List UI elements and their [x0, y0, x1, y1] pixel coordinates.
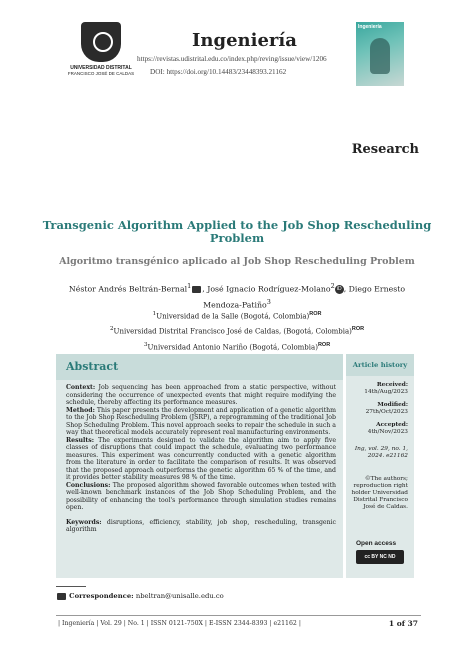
method-label: Method:: [66, 406, 95, 414]
keywords-label: Keywords:: [66, 518, 102, 526]
affiliations: $^1$Universidad de la Salle (Bogotá, Colombia)$^{ROR}$ $^2$Universidad Distrital Francisco José de Caldas, (Bogotá, Colombia)$^{ROR}$ $^3$Universidad Antonio Nariño (Bogotá, Colombia)$^{ROR}$: [109, 311, 365, 351]
results-label: Results:: [66, 436, 95, 444]
author-1: Néstor Andrés Beltrán-Bernal: [68, 284, 188, 294]
modified-label: Modified:: [377, 402, 408, 408]
author-3-cont: Mendoza-Patiño: [203, 300, 267, 310]
paper-title: Transgenic Algorithm Applied to the Job Shop Rescheduling Problem: [42, 218, 432, 245]
results-text: The experiments designed to validate the algorithm aim to apply five classes of disruptions that could impact the schedule, evaluating two performance measures. This experiment was concurrently conducted with a genetic algorithm from the literature in order to facilitate the comparison of results. It was observed that the proposed approach outperforms the genetic algorithm 65 % of the time, and it provides better stability measures 98 % of the time.: [66, 436, 336, 481]
journal-cover-image: [356, 22, 404, 86]
context-label: Context:: [66, 384, 96, 391]
email-icon: [57, 593, 66, 600]
affiliation-1: Universidad de la Salle (Bogotá, Colombia): [156, 312, 310, 321]
open-access-label: Open access: [356, 540, 397, 547]
author-list: Néstor Andrés Beltrán-Bernal$^1$ , José Ignacio Rodríguez-Molano$^2$ iD , Diego Ernesto Mendoza-Patiño$^3$: [68, 282, 406, 310]
affiliation-3: Universidad Antonio Nariño (Bogotá, Colombia): [147, 342, 318, 351]
affiliation-2: Universidad Distrital Francisco José de Caldas, (Bogotá, Colombia): [113, 327, 352, 336]
journal-doi[interactable]: DOI: https://doi.org/10.14483/23448393.21162: [150, 68, 287, 76]
method-text: This paper presents the development and application of a genetic algorithm to the Job Shop Rescheduling Problem (JSRP), a reprogramming of the traditional Job Shop Scheduling Problem. This novel approach seeks to repair the schedule in such a way that theoretical models accurately represent real manufacturing environments.: [66, 406, 336, 436]
author-3: , Diego Ernesto: [343, 284, 406, 294]
abstract-box: [56, 354, 343, 578]
citation: Ing, vol. 29, no. 1, 2024. e21162: [354, 446, 408, 459]
abstract-heading: Abstract: [66, 360, 119, 373]
page-number: 1 of 37: [388, 619, 418, 628]
ror-icon[interactable]: ROR: [317, 341, 331, 348]
university-logo: [60, 22, 142, 76]
footnote-rule: [56, 586, 86, 587]
received-date: 14th/Aug/2023: [364, 389, 408, 395]
logo-subname: FRANCISCO JOSÉ DE CALDAS: [67, 71, 135, 76]
history-header: [346, 354, 414, 376]
paper-subtitle: Algoritmo transgénico aplicado al Job Shop Rescheduling Problem: [59, 256, 415, 267]
ror-icon[interactable]: ROR: [351, 326, 365, 333]
cc-license-icon[interactable]: cc BY NC ND: [356, 550, 404, 564]
modified-date: 27th/Oct/2023: [365, 409, 408, 415]
cover-title: Ingeniería: [358, 24, 382, 30]
correspondence-label: Correspondence:: [69, 592, 134, 600]
correspondence-email[interactable]: nbeltran@unisalle.edu.co: [135, 592, 224, 600]
university-shield-icon: [81, 22, 121, 62]
history-heading: Article history: [352, 361, 408, 369]
accepted-label: Accepted:: [376, 422, 408, 428]
journal-title: Ingeniería: [192, 30, 297, 51]
orcid-icon[interactable]: iD: [335, 285, 344, 294]
conclusions-label: Conclusions:: [66, 481, 111, 489]
correspondence: [56, 592, 224, 600]
logo-name: UNIVERSIDAD DISTRITAL: [70, 65, 132, 71]
abstract-header: [56, 354, 343, 380]
email-icon[interactable]: [192, 286, 201, 293]
footer-text: | Ingeniería | Vol. 29 | No. 1 | ISSN 0121-750X | E-ISSN 2344-8393 | e21162 |: [58, 620, 301, 627]
context-text: Job sequencing has been approached from a static perspective, without considering the occurrence of unexpected events that might require modifying the schedule, thereby affecting its performance measures.: [66, 384, 336, 406]
received-label: Received:: [376, 382, 408, 388]
keywords-text: disruptions, efficiency, stability, job shop, rescheduling, transgenic algorithm: [66, 518, 336, 533]
cover-figure-icon: [370, 38, 390, 74]
journal-url[interactable]: https://revistas.udistrital.edu.co/index.php/reving/issue/view/1206: [137, 55, 327, 63]
section-label: Research: [351, 142, 419, 157]
footer-rule: [56, 615, 421, 616]
copyright: ©The authors; reproduction right holder Universidad Distrital Francisco José de Caldas.: [351, 476, 408, 510]
conclusions-text: The proposed algorithm showed favorable outcomes when tested with well-known benchmark instances of the Job Shop Scheduling Problem, and the possibility of enhancing the tool's performance through simulation studies remains open.: [66, 481, 336, 511]
author-2: , José Ignacio Rodríguez-Molano: [202, 284, 331, 294]
article-history-box: [346, 354, 414, 578]
accepted-date: 4th/Nov/2023: [367, 429, 408, 435]
ror-icon[interactable]: ROR: [309, 311, 322, 317]
abstract-body: [66, 384, 336, 534]
